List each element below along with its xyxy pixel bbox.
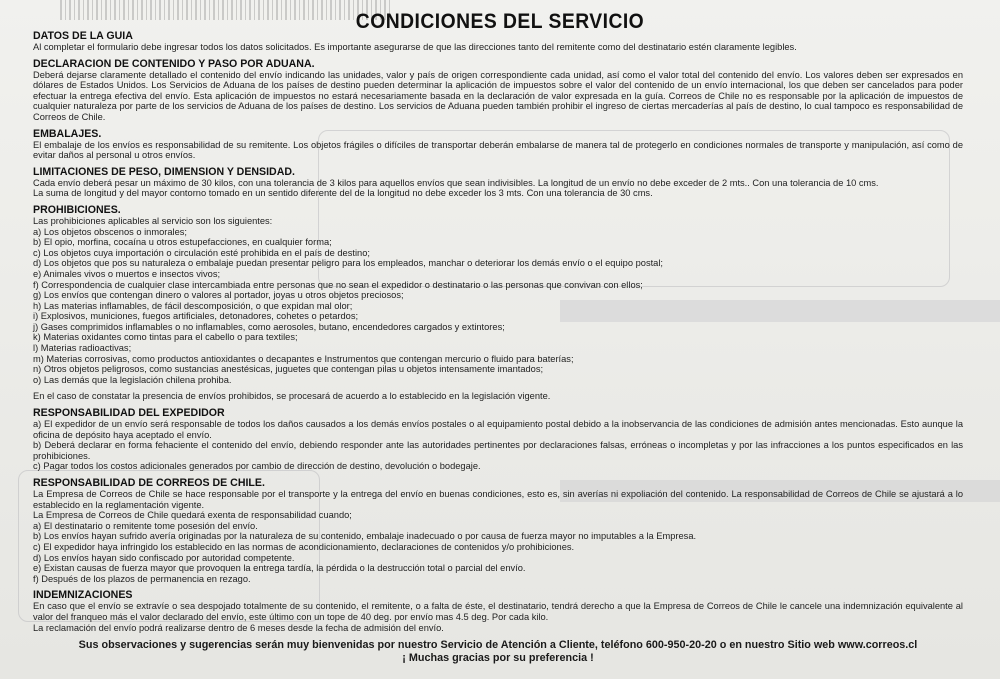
section-closing: En el caso de constatar la presencia de envíos prohibidos, se procesará de acuerdo a lo establecido en la legislación vigente. — [33, 391, 551, 402]
list-item: c) Pagar todos los costos adicionales generados por cambio de dirección de destino, devolución o bodegaje. — [33, 461, 481, 472]
section-heading: RESPONSABILIDAD DEL EXPEDIDOR — [33, 407, 225, 420]
section-embalajes — [33, 128, 963, 161]
list-item: a) Los objetos obscenos o inmorales; — [33, 226, 188, 237]
section-responsabilidad-correos — [33, 477, 963, 584]
section-intro: La Empresa de Correos de Chile quedará exenta de responsabilidad cuando; — [33, 510, 352, 521]
list-item: k) Materias oxidantes como tintas para el cabello o para textiles; — [33, 332, 298, 343]
list-item: n) Otros objetos peligrosos, como sustancias anestésicas, juguetes que contengan pilas u objetos intensamente imantados; — [33, 364, 544, 375]
section-heading: PROHIBICIONES. — [33, 203, 121, 216]
list-item: f) Después de los plazos de permanencia en rezago. — [33, 573, 251, 584]
footer-thanks: ¡ Muchas gracias por su preferencia ! — [402, 652, 594, 665]
list-item: c) Los objetos cuya importación o circulación esté prohibida en el país de destino; — [33, 247, 370, 258]
list-item: a) El expedidor de un envío será responsable de todos los daños causados a los demás envíos postales o al equipamiento postal debido a la inobservancia de las condiciones de admisión antes mencionadas. Esto aunque la oficina de depósito haya aceptado el envío. — [33, 419, 963, 440]
section-intro: Las prohibiciones aplicables al servicio son los siguientes: — [33, 215, 273, 226]
list-item: o) Las demás que la legislación chilena prohiba. — [33, 374, 232, 385]
list-item: c) El expedidor haya infringido los establecido en las normas de acondicionamiento, declaraciones de contenidos y/o prohibiciones. — [33, 541, 575, 552]
footer — [33, 639, 963, 665]
prohibiciones-list — [33, 227, 963, 386]
list-item: g) Los envíos que contengan dinero o valores al portador, joyas u otros objetos preciosos; — [33, 290, 404, 301]
section-heading: EMBALAJES. — [33, 127, 102, 140]
section-prohibiciones — [33, 204, 963, 402]
list-item: d) Los envíos hayan sido confiscado por autoridad competente. — [33, 552, 295, 563]
section-datos — [33, 30, 963, 53]
section-heading: DECLARACION DE CONTENIDO Y PASO POR ADUANA. — [33, 57, 315, 70]
section-line: Cada envío deberá pesar un máximo de 30 kilos, con una tolerancia de 3 kilos para aquellos envíos que sean indivisibles. La longitud de un envío no debe exceder de 2 mts.. Con una tolerancia de 10 cms. — [33, 177, 879, 188]
list-item: l) Materias radioactivas; — [33, 343, 132, 354]
document-title: CONDICIONES DEL SERVICIO — [355, 10, 645, 33]
list-item: j) Gases comprimidos inflamables o no inflamables, como aerosoles, butano, encendedores cargados y extintores; — [33, 321, 505, 332]
footer-contact: Sus observaciones y sugerencias serán muy bienvenidas por nuestro Servicio de Atención a Cliente, teléfono 600-950-20-20 o en nuestro Sitio web www.correos.cl — [78, 639, 918, 652]
section-heading: INDEMNIZACIONES — [33, 589, 133, 602]
list-item: m) Materias corrosivas, como productos antioxidantes o decapantes e Instrumentos que contengan mercurio o fluido para baterías; — [33, 353, 574, 364]
section-text: El embalaje de los envíos es responsabilidad de su remitente. Los objetos frágiles o difíciles de transportar deberán embalarse de manera tal de protegerlo en condiciones normales de transporte y manipulación, así como de evitar daños al personal u otros envíos. — [33, 139, 963, 161]
list-item: d) Los objetos que pos su naturaleza o embalaje puedan presentar peligro para los empleados, manchar o deteriorar los demás envío o el equipo postal; — [33, 258, 664, 269]
list-item: f) Correspondencia de cualquier clase intercambiada entre personas que no sean el expedidor o destinatario o las personas que convivan con ellos; — [33, 279, 643, 290]
list-item: e) Existan causas de fuerza mayor que provoquen la entrega tardía, la pérdida o la destrucción total o parcial del envío. — [33, 563, 526, 574]
document-body — [33, 30, 963, 665]
list-item: a) El destinatario o remitente tome posesión del envío. — [33, 520, 258, 531]
section-text: En caso que el envío se extravíe o sea despojado totalmente de su contenido, el remitente, o a falta de éste, el destinatario, tendrá derecho a que la Empresa de Correos de Chile le cancele una indemnización equivalente al valor del franqueo más el valor declarado del envío, este último con un tope de 40 deg. por envío mas 4.5 deg. Por cada kilo. — [33, 601, 963, 622]
section-responsabilidad-expedidor — [33, 407, 963, 472]
section-line: La suma de longitud y del mayor contorno tomado en un sentido diferente del de la longitud no debe exceder los 3 mts. Con una tolerancia de 30 cms. — [33, 188, 653, 199]
section-declaracion — [33, 58, 963, 123]
list-item: h) Las materias inflamables, de fácil descomposición, o que expidan mal olor; — [33, 300, 353, 311]
section-heading: RESPONSABILIDAD DE CORREOS DE CHILE. — [33, 477, 265, 489]
list-item: b) Los envíos hayan sufrido avería originadas por la naturaleza de su contenido, embalaje inadecuado o por causa de fuerza mayor no imputables a la Empresa. — [33, 531, 697, 542]
section-text: Deberá dejarse claramente detallado el contenido del envío indicando las unidades, valor y país de origen correspondiente cada unidad, así como el valor total del contenido del envío. Los valores deben ser expresados en dólares de Estados Unidos. Los Servicios de Aduana de los países de destino pueden determinar la aplicación de impuestos sobre el valor del contenido de un envío internacional, los que deben ser cancelados para poder efectuar la entrega efectiva del envío. Esta aplicación de impuestos no estará necesariamente basada en la declaración de valor expresada en la guía. Correos de Chile no es responsable por la aplicación de impuestos de cualquier naturaleza por parte de los servicios de Aduana de los países de destino. Los servicios de Aduana pueden también prohibir el ingreso de ciertas mercaderías al país de destino, lo cual tampoco es responsabilidad de Correos de Chile. — [33, 69, 963, 122]
exenciones-list — [33, 521, 963, 585]
section-limitaciones — [33, 166, 963, 199]
section-line: La reclamación del envío podrá realizarse dentro de 6 meses desde la fecha de admisión del envío. — [33, 622, 444, 633]
section-text: Al completar el formulario debe ingresar todos los datos solicitados. Es importante asegurarse de que las direcciones tanto del remitente como del destinatario estén claramente legibles. — [33, 42, 797, 52]
section-text: La Empresa de Correos de Chile se hace responsable por el transporte y la entrega del envío en buenas condiciones, esto es, sin averías ni expoliación del contenido. La responsabilidad de Correos de Chile se ajustará a lo establecido en la reglamentación vigente. — [33, 489, 963, 510]
list-item: b) Deberá declarar en forma fehaciente el contenido del envío, debiendo responder ante las autoridades pertinentes por declaraciones falsas, erróneas o incompletas y por las infracciones a los puntos especificados en las prohibiciones. — [33, 440, 963, 461]
list-item: e) Animales vivos o muertos e insectos vivos; — [33, 268, 221, 279]
section-heading: LIMITACIONES DE PESO, DIMENSION Y DENSIDAD. — [33, 165, 295, 178]
list-item: i) Explosivos, municiones, fuegos artificiales, detonadores, cohetes o petardos; — [33, 311, 359, 322]
list-item: b) El opio, morfina, cocaína u otros estupefacciones, en cualquier forma; — [33, 237, 332, 248]
section-indemnizaciones — [33, 589, 963, 633]
section-heading: DATOS DE LA GUIA — [33, 30, 133, 42]
